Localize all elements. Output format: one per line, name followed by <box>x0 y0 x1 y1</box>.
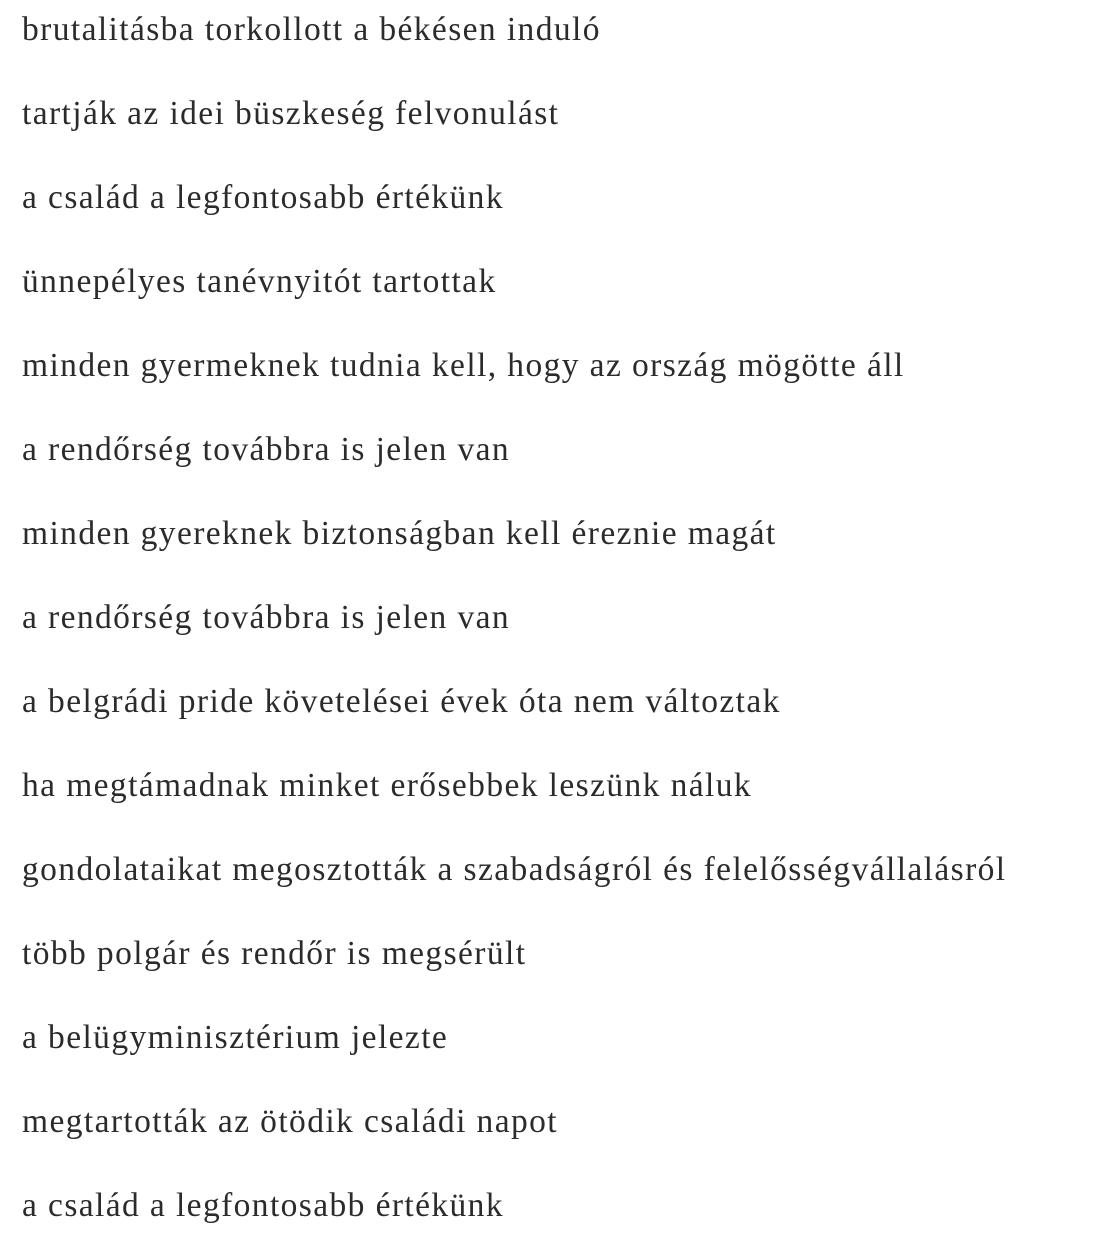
text-line-9: a belgrádi pride követelései évek óta nem változtak <box>22 683 781 720</box>
text-line-10: ha megtámadnak minket erősebbek leszünk náluk <box>22 767 752 804</box>
text-line-1: brutalitásba torkollott a békésen induló <box>22 11 601 48</box>
text-line-3: a család a legfontosabb értékünk <box>22 179 504 216</box>
text-line-6: a rendőrség továbbra is jelen van <box>22 431 511 468</box>
text-line-5: minden gyermeknek tudnia kell, hogy az ország mögötte áll <box>22 347 905 384</box>
text-line-4: ünnepélyes tanévnyitót tartottak <box>22 263 497 300</box>
text-lines <box>22 0 1102 1260</box>
text-line-13: a belügyminisztérium jelezte <box>22 1019 449 1056</box>
text-line-7: minden gyereknek biztonságban kell éreznie magát <box>22 515 777 552</box>
text-line-14: megtartották az ötödik családi napot <box>22 1103 558 1140</box>
text-line-15: a család a legfontosabb értékünk <box>22 1187 504 1224</box>
text-line-2: tartják az idei büszkeség felvonulást <box>22 95 560 132</box>
text-line-8: a rendőrség továbbra is jelen van <box>22 599 511 636</box>
text-line-12: több polgár és rendőr is megsérült <box>22 935 527 972</box>
text-line-11: gondolataikat megosztották a szabadságról és felelősségvállalásról <box>22 851 1007 888</box>
